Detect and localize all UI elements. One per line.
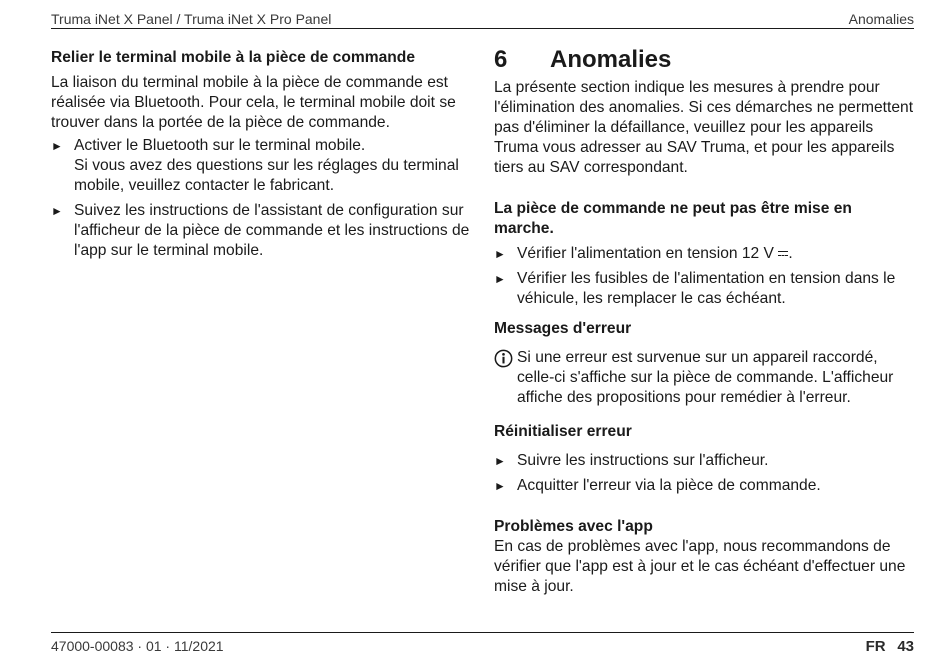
step-text: Vérifier l'alimentation en tension 12 V — [517, 245, 774, 262]
page-header — [51, 6, 914, 27]
list-item — [51, 136, 471, 196]
chapter-name: Anomalies — [550, 46, 672, 73]
step-text: Acquitter l'erreur via la pièce de commande. — [517, 477, 821, 494]
header-rule — [51, 28, 914, 29]
arrow-bullet-icon: ► — [51, 139, 63, 153]
section-title: Anomalies — [848, 11, 914, 27]
left-column — [51, 46, 471, 261]
document-number: 47000-00083 · 01 · 11/2021 — [51, 638, 224, 654]
bluetooth-heading: Relier le terminal mobile à la pièce de commande — [51, 49, 415, 66]
step-text-end: . — [788, 245, 793, 262]
no-start-heading: La pièce de commande ne peut pas être mise en marche. — [494, 200, 852, 237]
reset-error-heading: Réinitialiser erreur — [494, 423, 632, 440]
page-footer — [51, 638, 914, 655]
bluetooth-intro: La liaison du terminal mobile à la pièce de commande est réalisée via Bluetooth. Pour cela, le terminal mobile doit se trouver dans la portée de la pièce de commande. — [51, 74, 456, 131]
product-title: Truma iNet X Panel / Truma iNet X Pro Panel — [51, 11, 332, 27]
chapter-number: 6 — [494, 46, 508, 73]
language-code: FR — [865, 638, 886, 655]
list-item — [51, 201, 471, 261]
info-icon — [494, 349, 513, 368]
step-text: Suivre les instructions sur l'afficheur. — [517, 452, 769, 469]
dc-voltage-icon — [778, 250, 788, 258]
error-messages-heading: Messages d'erreur — [494, 320, 632, 337]
arrow-bullet-icon: ► — [494, 479, 506, 493]
arrow-bullet-icon: ► — [494, 272, 506, 286]
arrow-bullet-icon: ► — [494, 454, 506, 468]
app-problems-text: En cas de problèmes avec l'app, nous recommandons de vérifier que l'app est à jour et le cas échéant d'effectuer une mise à jour. — [494, 538, 906, 595]
info-text: Si une erreur est survenue sur un appareil raccordé, celle-ci s'affiche sur la pièce de commande. L'afficheur affiche des propositions pour remédier à l'erreur. — [517, 349, 894, 406]
step-text: Activer le Bluetooth sur le terminal mobile. — [74, 137, 366, 154]
list-item — [494, 269, 916, 309]
step-text: Suivez les instructions de l'assistant de configuration sur l'afficheur de la pièce de commande et les instructions de l'app sur le terminal mobile. — [74, 202, 470, 259]
chapter-title — [494, 46, 916, 74]
arrow-bullet-icon: ► — [51, 204, 63, 218]
arrow-bullet-icon: ► — [494, 247, 506, 261]
anomalies-intro: La présente section indique les mesures à prendre pour l'élimination des anomalies. Si ces démarches ne permettent pas d'éliminer la défaillance, veuillez pour les appareils Truma vous adresser au SAV Truma, et pour les appareils tiers au SAV correspondant. — [494, 79, 914, 176]
app-problems-heading: Problèmes avec l'app — [494, 518, 653, 535]
info-note — [494, 348, 916, 408]
footer-rule — [51, 632, 914, 633]
list-item — [494, 244, 916, 264]
list-item — [494, 476, 916, 496]
page-number: 43 — [897, 638, 914, 655]
right-column — [494, 46, 916, 597]
step-note: Si vous avez des questions sur les réglages du terminal mobile, veuillez contacter le fabricant. — [74, 157, 459, 194]
list-item — [494, 451, 916, 471]
step-text: Vérifier les fusibles de l'alimentation en tension dans le véhicule, les remplacer le cas échéant. — [517, 270, 896, 307]
